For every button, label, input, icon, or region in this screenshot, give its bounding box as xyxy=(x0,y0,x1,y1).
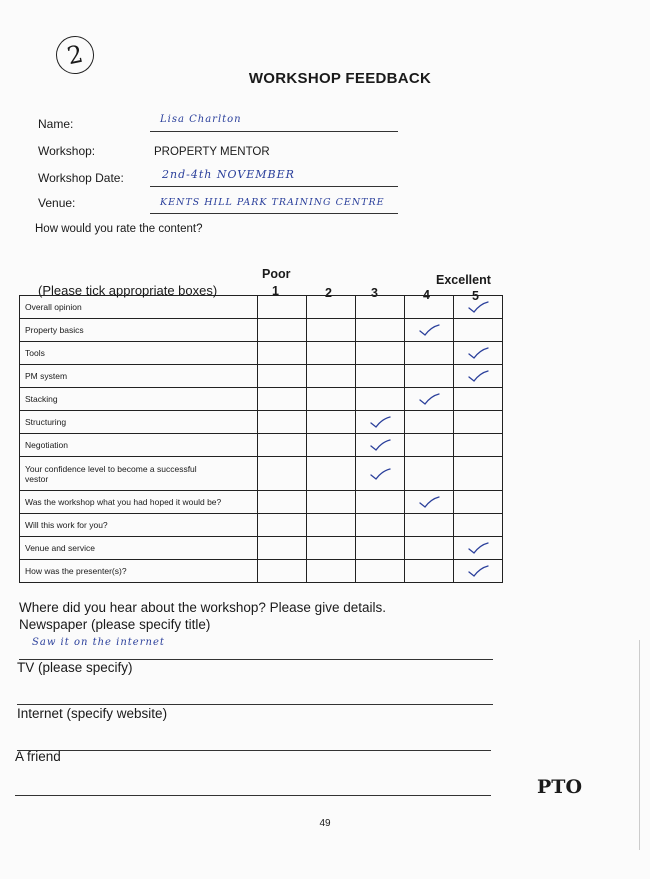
rating-box-5[interactable] xyxy=(454,388,503,411)
table-row xyxy=(20,514,503,537)
table-row xyxy=(20,411,503,434)
rating-box-2[interactable] xyxy=(307,388,356,411)
tick-instruction: (Please tick appropriate boxes) xyxy=(38,283,218,298)
hear-question: Where did you hear about the workshop? Please give details. xyxy=(19,600,386,615)
workshop-date-label: Workshop Date: xyxy=(38,171,124,185)
row-label: Venue and service xyxy=(20,537,258,560)
row-label: Stacking xyxy=(20,388,258,411)
rating-box-2[interactable] xyxy=(307,457,356,491)
rating-box-3[interactable] xyxy=(356,342,405,365)
rating-box-1[interactable] xyxy=(258,537,307,560)
rating-box-1[interactable] xyxy=(258,560,307,583)
rating-box-3[interactable] xyxy=(356,491,405,514)
rating-box-5[interactable] xyxy=(454,434,503,457)
rating-box-2[interactable] xyxy=(307,537,356,560)
tick-mark-icon xyxy=(454,541,502,555)
poor-label: Poor xyxy=(262,267,291,281)
row-label: PM system xyxy=(20,365,258,388)
circled-page-mark: 2 xyxy=(52,32,97,77)
rating-box-5[interactable] xyxy=(454,457,503,491)
rating-box-4[interactable] xyxy=(405,388,454,411)
rating-box-3[interactable] xyxy=(356,537,405,560)
rating-box-2[interactable] xyxy=(307,434,356,457)
rating-box-4[interactable] xyxy=(405,491,454,514)
row-label: Was the workshop what you had hoped it would be? xyxy=(20,491,258,514)
rating-box-3[interactable] xyxy=(356,434,405,457)
rating-box-4[interactable] xyxy=(405,342,454,365)
rating-box-5[interactable] xyxy=(454,560,503,583)
rating-box-2[interactable] xyxy=(307,342,356,365)
rating-box-1[interactable] xyxy=(258,491,307,514)
rating-box-2[interactable] xyxy=(307,411,356,434)
name-underline xyxy=(150,131,398,132)
column-header-5: 5 xyxy=(472,289,479,303)
tick-mark-icon xyxy=(405,495,453,509)
table-row xyxy=(20,560,503,583)
rating-box-5[interactable] xyxy=(454,342,503,365)
rating-box-3[interactable] xyxy=(356,319,405,342)
row-label: Overall opinion xyxy=(20,296,258,319)
workshop-label: Workshop: xyxy=(38,144,96,158)
table-row xyxy=(20,319,503,342)
rating-box-5[interactable] xyxy=(454,319,503,342)
scan-edge xyxy=(639,640,640,850)
rating-box-3[interactable] xyxy=(356,411,405,434)
tick-mark-icon xyxy=(454,300,502,314)
rating-box-1[interactable] xyxy=(258,342,307,365)
rating-box-4[interactable] xyxy=(405,434,454,457)
rating-box-3[interactable] xyxy=(356,388,405,411)
column-header-3: 3 xyxy=(371,286,378,300)
table-row xyxy=(20,342,503,365)
venue-underline xyxy=(150,213,398,214)
tick-mark-icon xyxy=(405,323,453,337)
rating-box-1[interactable] xyxy=(258,457,307,491)
rating-box-3[interactable] xyxy=(356,514,405,537)
venue-value: KENTS HILL PARK TRAINING CENTRE xyxy=(160,197,385,208)
source-friend-label: A friend xyxy=(15,749,61,764)
rating-box-5[interactable] xyxy=(454,537,503,560)
source-newspaper-label: Newspaper (please specify title) xyxy=(19,617,211,632)
pto-mark: PTO xyxy=(537,776,582,798)
rating-box-4[interactable] xyxy=(405,296,454,319)
table-row xyxy=(20,388,503,411)
tick-mark-icon xyxy=(454,369,502,383)
rating-box-5[interactable] xyxy=(454,491,503,514)
rating-box-2[interactable] xyxy=(307,491,356,514)
rating-box-2[interactable] xyxy=(307,296,356,319)
source-newspaper-answer: Saw it on the internet xyxy=(32,637,165,648)
rating-box-3[interactable] xyxy=(356,365,405,388)
rating-box-4[interactable] xyxy=(405,457,454,491)
tick-mark-icon xyxy=(356,438,404,452)
rating-box-4[interactable] xyxy=(405,319,454,342)
excellent-label: Excellent xyxy=(436,273,491,287)
workshop-date-value: 2nd-4th NOVEMBER xyxy=(162,168,295,181)
rating-box-2[interactable] xyxy=(307,319,356,342)
rating-box-4[interactable] xyxy=(405,514,454,537)
rating-box-1[interactable] xyxy=(258,365,307,388)
source-friend-line xyxy=(15,795,491,796)
table-row xyxy=(20,537,503,560)
table-row xyxy=(20,434,503,457)
row-label: How was the presenter(s)? xyxy=(20,560,258,583)
row-label: Tools xyxy=(20,342,258,365)
page-number: 49 xyxy=(319,818,331,829)
name-value: Lisa Charlton xyxy=(160,114,242,125)
table-row xyxy=(20,365,503,388)
rating-box-1[interactable] xyxy=(258,319,307,342)
row-label: Structuring xyxy=(20,411,258,434)
rating-box-1[interactable] xyxy=(258,388,307,411)
row-label: Property basics xyxy=(20,319,258,342)
source-tv-label: TV (please specify) xyxy=(17,660,133,675)
name-label: Name: xyxy=(38,117,74,131)
rating-box-3[interactable] xyxy=(356,296,405,319)
date-underline xyxy=(150,186,398,187)
source-tv-line xyxy=(17,704,493,705)
rating-box-5[interactable] xyxy=(454,365,503,388)
row-label: Your confidence level to become a successful vestor xyxy=(20,457,258,491)
tick-mark-icon xyxy=(405,392,453,406)
table-row xyxy=(20,296,503,319)
column-header-1: 1 xyxy=(272,284,279,298)
source-internet-line xyxy=(17,750,491,751)
rating-box-5[interactable] xyxy=(454,296,503,319)
rating-box-2[interactable] xyxy=(307,560,356,583)
table-row xyxy=(20,491,503,514)
tick-mark-icon xyxy=(356,467,404,481)
rating-box-1[interactable] xyxy=(258,296,307,319)
column-header-2: 2 xyxy=(325,286,332,300)
rating-box-1[interactable] xyxy=(258,514,307,537)
row-label: Will this work for you? xyxy=(20,514,258,537)
rating-box-1[interactable] xyxy=(258,434,307,457)
rating-box-4[interactable] xyxy=(405,411,454,434)
rating-box-3[interactable] xyxy=(356,457,405,491)
rating-box-2[interactable] xyxy=(307,514,356,537)
rating-box-4[interactable] xyxy=(405,537,454,560)
content-question: How would you rate the content? xyxy=(35,223,203,235)
ratings-table xyxy=(19,295,503,583)
column-header-4: 4 xyxy=(423,288,430,302)
row-label: Negotiation xyxy=(20,434,258,457)
tick-mark-icon xyxy=(356,415,404,429)
rating-box-2[interactable] xyxy=(307,365,356,388)
source-internet-label: Internet (specify website) xyxy=(17,706,168,721)
tick-mark-icon xyxy=(454,564,502,578)
rating-box-4[interactable] xyxy=(405,560,454,583)
rating-box-3[interactable] xyxy=(356,560,405,583)
rating-box-5[interactable] xyxy=(454,411,503,434)
tick-mark-icon xyxy=(454,346,502,360)
rating-box-1[interactable] xyxy=(258,411,307,434)
workshop-value: PROPERTY MENTOR xyxy=(154,146,270,158)
table-row xyxy=(20,457,503,491)
form-title: WORKSHOP FEEDBACK xyxy=(248,70,432,87)
rating-box-4[interactable] xyxy=(405,365,454,388)
rating-box-5[interactable] xyxy=(454,514,503,537)
venue-label: Venue: xyxy=(38,196,76,210)
